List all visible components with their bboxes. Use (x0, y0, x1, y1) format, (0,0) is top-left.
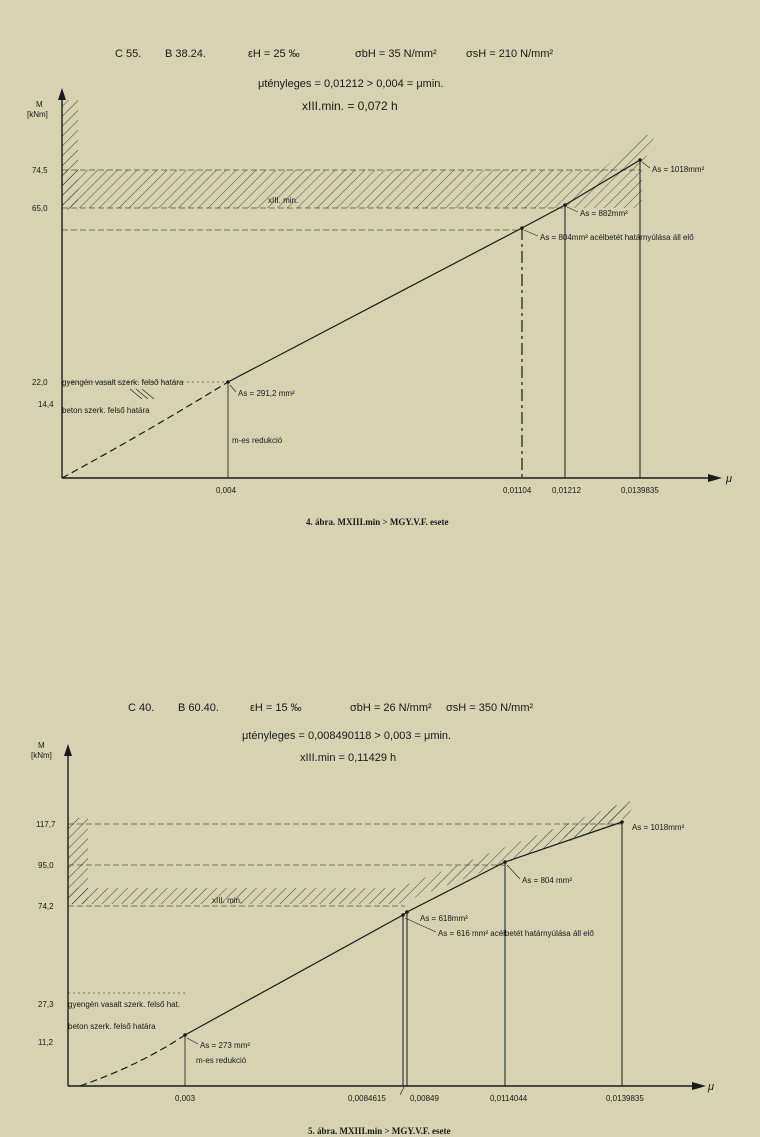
chart-5 (0, 560, 760, 1137)
x-tick-0-01212: 0,01212 (552, 486, 581, 495)
label-As-1018: As = 1018mm² (632, 823, 685, 832)
y-tick-11-2: 11,2 (38, 1038, 53, 1047)
label-As-1018: As = 1018mm² (652, 165, 705, 174)
y-axis-label-m: M (36, 100, 43, 109)
header-strain: εH = 25 ‰ (248, 48, 300, 60)
leader-291 (230, 385, 236, 392)
header-steel: B 38.24. (165, 48, 206, 60)
header-sigma-s: σsH = 210 N/mm² (466, 48, 554, 60)
curve-dashed (80, 1035, 185, 1086)
x-tick-0-004: 0,004 (216, 486, 237, 495)
x-axis-label: μ (726, 473, 733, 485)
y-tick-27-3: 27,3 (38, 1000, 54, 1009)
y-tick-117-7: 117,7 (36, 820, 56, 829)
header-steel: B 60.40. (178, 702, 219, 714)
caption-4: 4. ábra. MXIII.min > MGY.V.F. esete (306, 517, 449, 527)
annot-gyengen-mark1 (130, 389, 142, 399)
hatch-band-sloped (398, 800, 630, 904)
point-As-882 (563, 203, 567, 207)
annot-gyengen: gyengén vasalt szerk. felső határa (62, 378, 184, 387)
header-sigma-b: σbH = 26 N/mm² (350, 702, 432, 714)
y-tick-74-5: 74,5 (32, 166, 48, 175)
x-axis-arrow (692, 1082, 706, 1090)
y-tick-22-0: 22,0 (32, 378, 48, 387)
header-grade: C 55. (115, 48, 142, 60)
x-tick-0-01104: 0,01104 (503, 486, 532, 495)
y-tick-95-0: 95,0 (38, 861, 54, 870)
x-tick-0-00849: 0,00849 (410, 1094, 439, 1103)
y-tick-74-2: 74,2 (38, 902, 54, 911)
header-sigma-b: σbH = 35 N/mm² (355, 48, 437, 60)
label-As-616: As = 616 mm² acélbetét határnyúlása áll elő (438, 929, 594, 938)
hatch-band-upper-right (600, 135, 655, 172)
x-tick-0-0139835: 0,0139835 (621, 486, 659, 495)
leader-804 (507, 865, 520, 879)
y-axis-label-unit: [kNm] (27, 110, 48, 119)
label-As-882: As = 882mm² (580, 209, 628, 218)
annot-beton: beton szerk. felső határa (68, 1022, 156, 1031)
y-axis-arrow (58, 88, 66, 100)
x-tick-0-003: 0,003 (175, 1094, 196, 1103)
leader-273 (187, 1038, 198, 1044)
point-As-618 (405, 910, 409, 914)
annot-m-es: m-es redukció (232, 436, 283, 445)
point-As-273 (183, 1033, 187, 1037)
point-As-1018 (620, 820, 624, 824)
header-x-min: xIII.min = 0,11429 h (300, 752, 397, 764)
annot-x-min: xIII. min. (212, 896, 243, 905)
header-mu: μtényleges = 0,008490118 > 0,003 = μmin. (242, 730, 452, 742)
x-tick-0-0084615: 0,0084615 (348, 1094, 386, 1103)
y-axis-arrow (64, 744, 72, 756)
point-As-804 (520, 226, 524, 230)
header-x-min: xIII.min. = 0,072 h (302, 99, 398, 113)
y-tick-65-0: 65,0 (32, 204, 48, 213)
annot-x-min: xIII. min. (268, 196, 299, 205)
leader-804 (524, 230, 538, 236)
tick-marker-slash (400, 1087, 404, 1095)
label-As-804: As = 804mm² acélbetét határnyúlása áll elő (540, 233, 694, 242)
caption-5: 5. ábra. MXIII.min > MGY.V.F. esete (308, 1126, 451, 1136)
label-As-618: As = 618mm² (420, 914, 468, 923)
y-tick-14-4: 14,4 (38, 400, 54, 409)
y-axis-label-m: M (38, 741, 45, 750)
header-sigma-s: σsH = 350 N/mm² (446, 702, 534, 714)
x-tick-0-0114044: 0,0114044 (490, 1094, 528, 1103)
header-grade: C 40. (128, 702, 155, 714)
x-tick-0-0139835: 0,0139835 (606, 1094, 644, 1103)
annot-m-es: m-es redukció (196, 1056, 247, 1065)
annot-gyengen: gyengén vasalt szerk. felső hat. (68, 1000, 181, 1009)
header-strain: εH = 15 ‰ (250, 702, 302, 714)
point-As-804 (503, 860, 507, 864)
annot-gyengen-mark3 (142, 389, 154, 399)
header-mu: μtényleges = 0,01212 > 0,004 = μmin. (258, 78, 444, 90)
hatch-band-horizontal (62, 170, 642, 208)
label-As-273: As = 273 mm² (200, 1041, 251, 1050)
y-axis-label-unit: [kNm] (31, 751, 52, 760)
label-As-804: As = 804 mm² (522, 876, 573, 885)
point-As-1018 (638, 158, 642, 162)
leader-1018 (642, 162, 650, 168)
annot-gyengen-mark2 (136, 389, 148, 399)
chart-4 (0, 0, 760, 560)
annot-beton: beton szerk. felső határa (62, 406, 150, 415)
x-axis-arrow (708, 474, 722, 482)
label-As-291: As = 291,2 mm² (238, 389, 295, 398)
point-As-291 (226, 380, 230, 384)
point-As-616 (401, 913, 405, 917)
x-axis-label: μ (708, 1081, 715, 1093)
